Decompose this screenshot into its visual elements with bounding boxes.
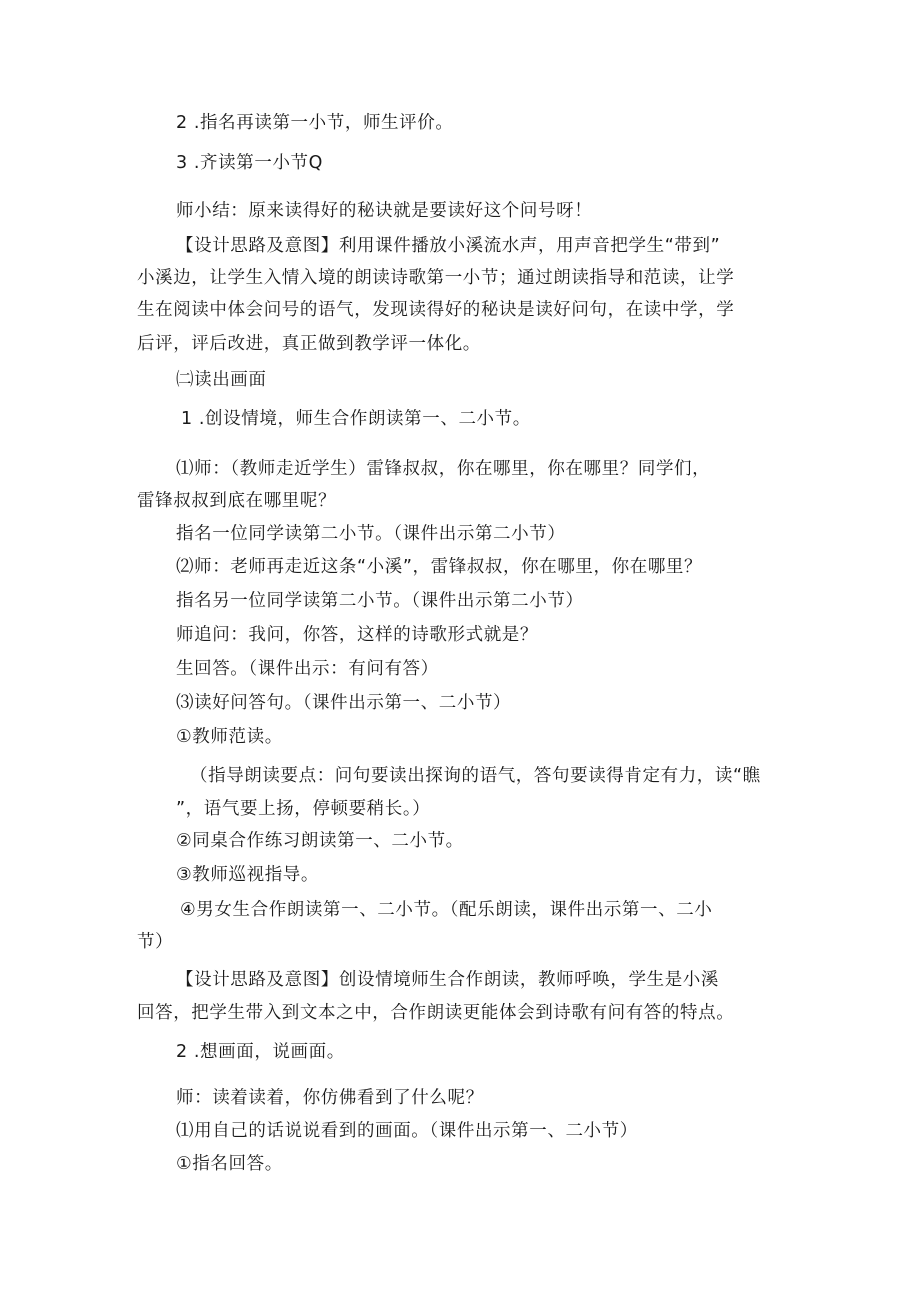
- text-line: ⑴用自己的话说说看到的画面。（课件出示第一、二小节）: [176, 1121, 638, 1141]
- text-line: 师小结：原来读得好的秘诀就是要读好这个问号呀！: [176, 201, 593, 221]
- text-line: （指导朗读要点：问句要读出探询的语气，答句要读得肯定有力，读“瞧: [190, 766, 761, 786]
- text-line: ⑴师：（教师走近学生）雷锋叔叔，你在哪里，你在哪里？同学们，: [176, 459, 711, 479]
- text-line: 1 .创设情境，师生合作朗读第一、二小节。: [181, 409, 531, 429]
- text-line: 回答，把学生带入到文本之中，合作朗读更能体会到诗歌有问有答的特点。: [137, 1003, 735, 1023]
- text-line: ②同桌合作练习朗读第一、二小节。: [176, 831, 464, 851]
- text-line: 3 .齐读第一小节Q: [176, 153, 324, 173]
- text-line: 指名另一位同学读第二小节。（课件出示第二小节）: [176, 591, 584, 611]
- text-line: ③教师巡视指导。: [176, 865, 319, 885]
- text-line: 雷锋叔叔到底在哪里呢？: [137, 491, 337, 511]
- text-line: 节）: [137, 932, 174, 952]
- text-line: 指名一位同学读第二小节。（课件出示第二小节）: [176, 524, 566, 544]
- text-line: ①指名回答。: [176, 1154, 283, 1174]
- text-line: 【设计思路及意图】利用课件播放小溪流水声，用声音把学生“带到”: [176, 236, 721, 256]
- text-line: 2 .想画面，说画面。: [176, 1042, 345, 1062]
- text-line: ⑵师：老师再走近这条“小溪”，雷锋叔叔，你在哪里，你在哪里？: [176, 557, 703, 577]
- text-line: 生在阅读中体会问号的语气，发现读得好的秘诀是读好问句，在读中学，学: [137, 300, 735, 320]
- text-line: 【设计思路及意图】创设情境师生合作朗读，教师呼唤，学生是小溪: [176, 970, 719, 990]
- text-line: ④男女生合作朗读第一、二小节。（配乐朗读，课件出示第一、二小: [180, 900, 713, 920]
- text-line: ①教师范读。: [176, 727, 283, 747]
- text-line: ”，语气要上扬，停顿要稍长。）: [176, 799, 431, 819]
- text-line: 师追问：我问，你答，这样的诗歌形式就是？: [176, 625, 538, 645]
- section-heading: ㈡读出画面: [176, 370, 267, 390]
- text-line: 后评，评后改进，真正做到教学评一体化。: [137, 334, 481, 354]
- text-line: 2 .指名再读第一小节，师生评价。: [176, 113, 454, 133]
- text-line: 师：读着读着，你仿佛看到了什么呢？: [176, 1088, 484, 1108]
- text-line: 生回答。（课件出示：有问有答）: [176, 659, 439, 679]
- text-line: ⑶读好问答句。（课件出示第一、二小节）: [176, 693, 512, 713]
- text-line: 小溪边，让学生入情入境的朗读诗歌第一小节；通过朗读指导和范读，让学: [137, 268, 735, 288]
